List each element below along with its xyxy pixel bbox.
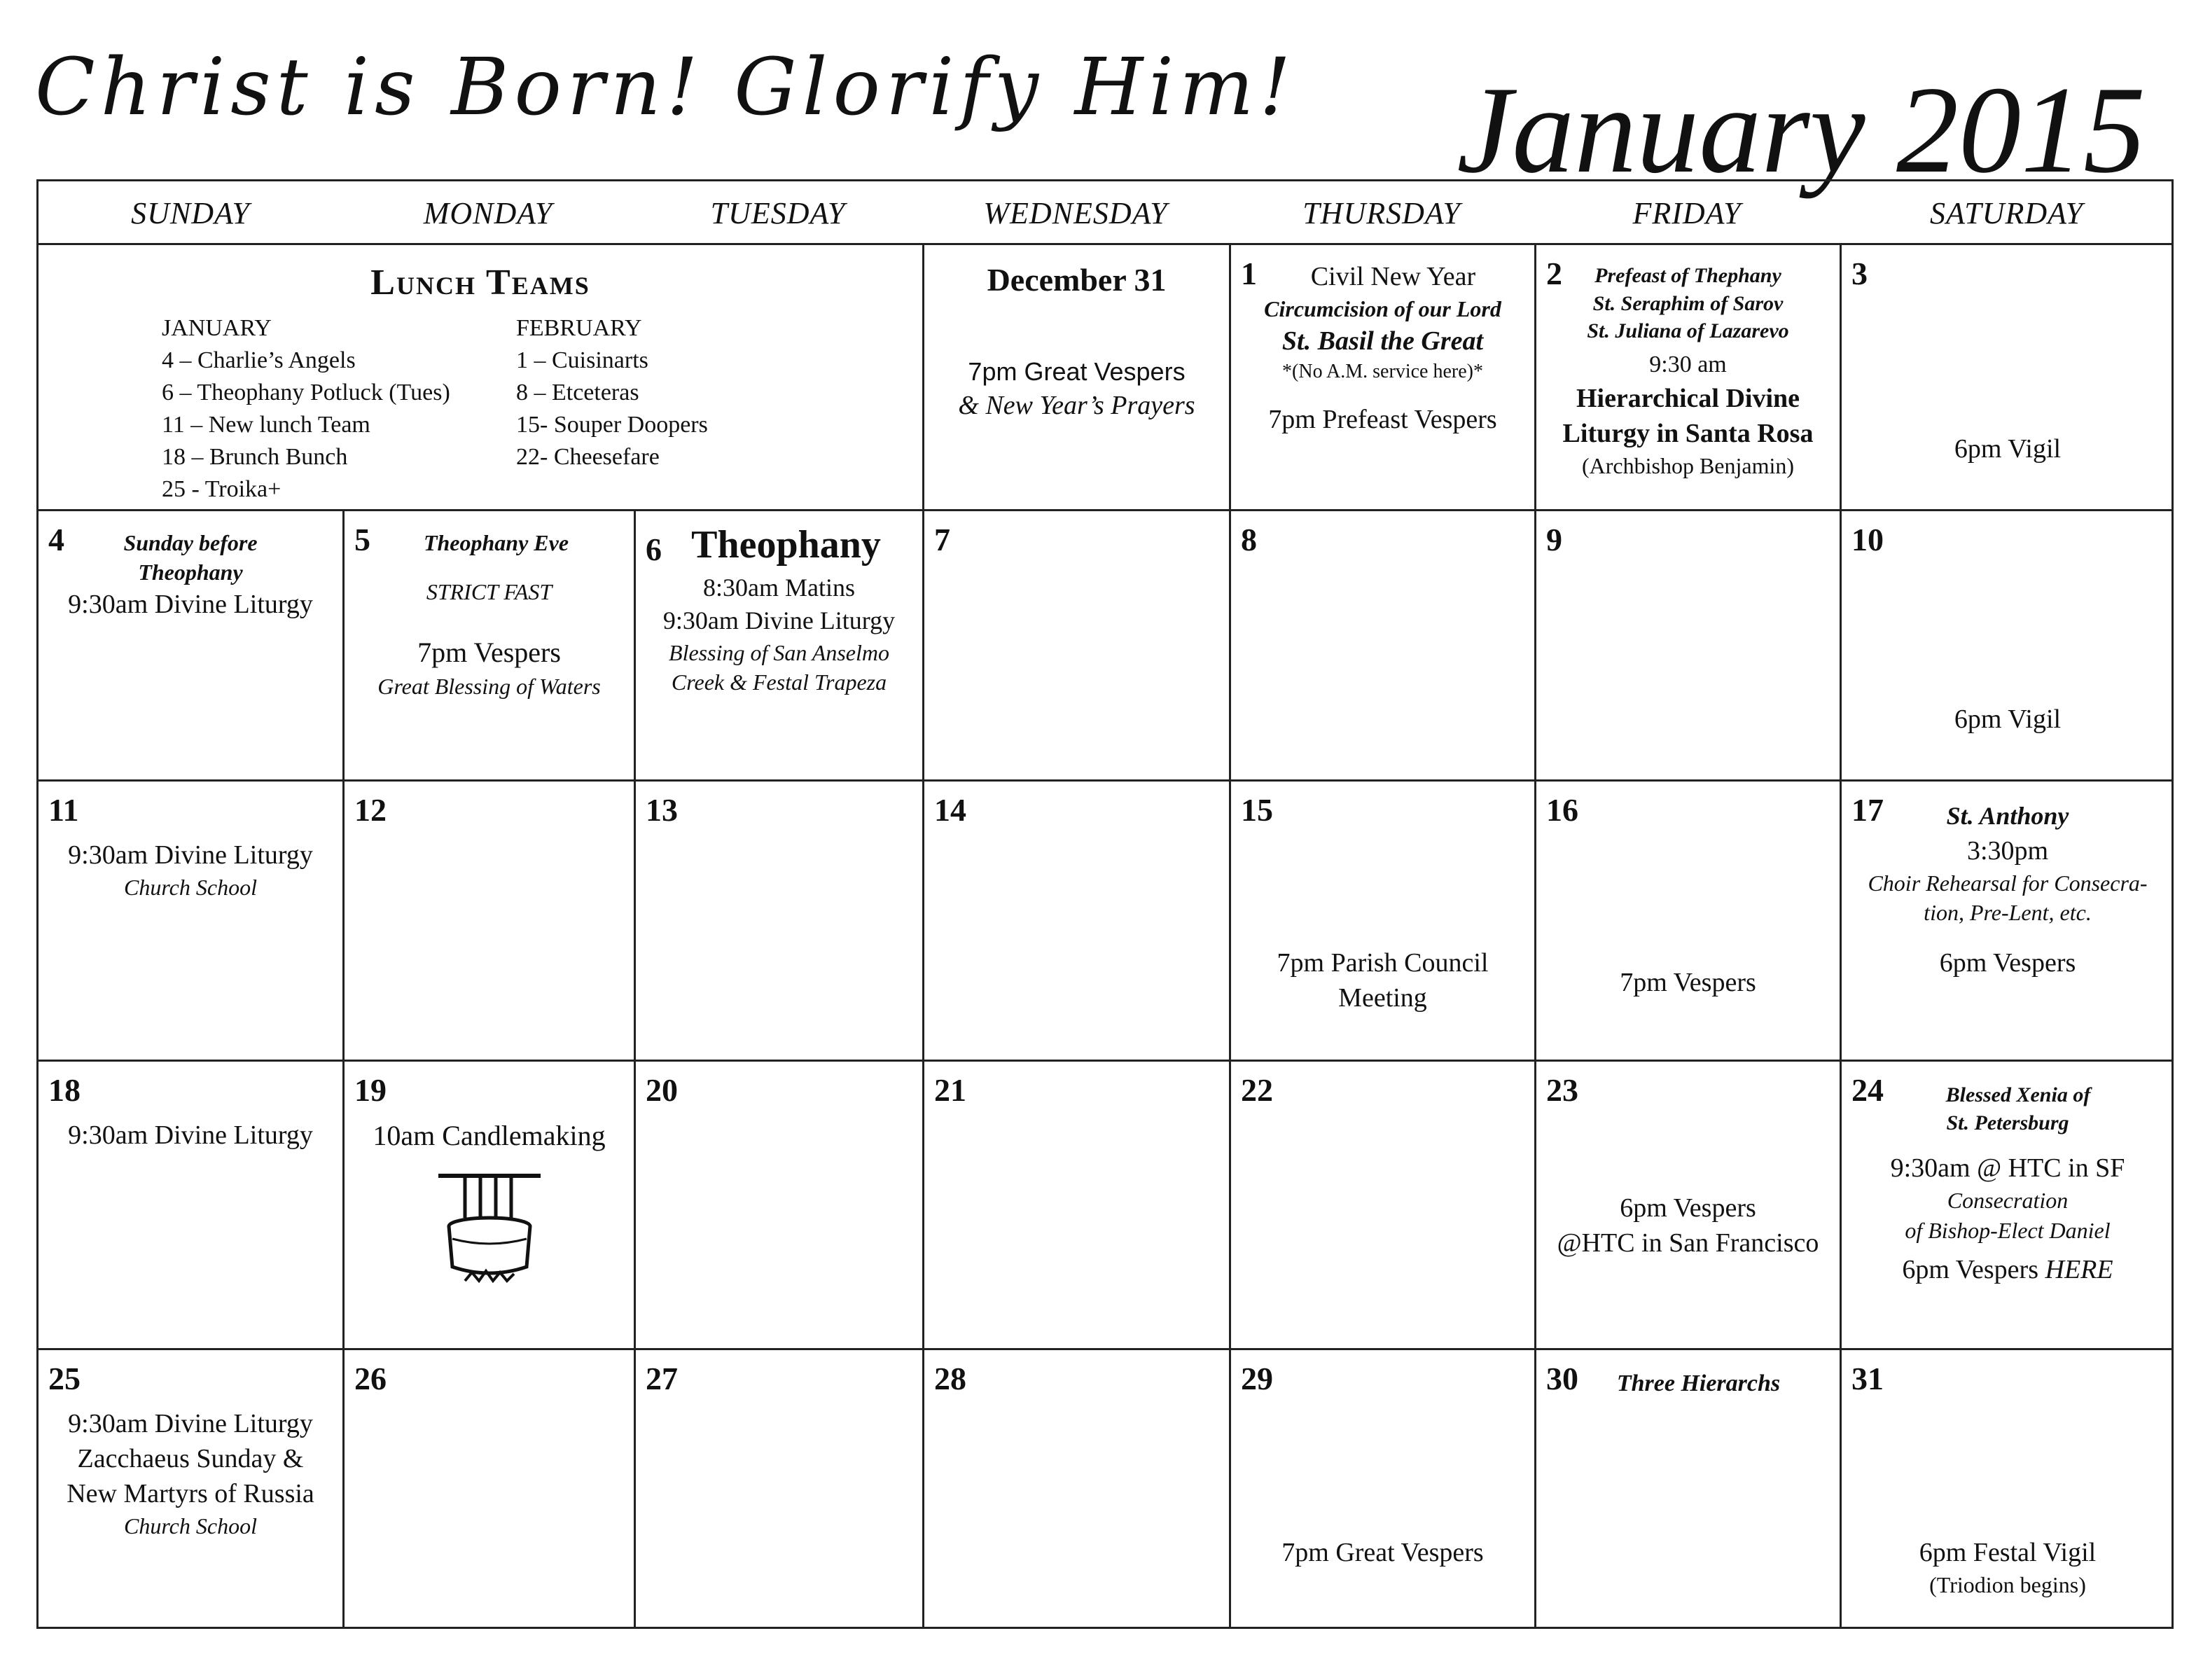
day-number: 16 — [1546, 792, 1578, 828]
day-number: 17 — [1851, 792, 1884, 828]
event-text: HERE — [2045, 1254, 2113, 1284]
event-text: (Triodion begins) — [1929, 1572, 2086, 1598]
day-cell-1 — [1231, 245, 1534, 509]
feast-text: Three Hierarchs — [1616, 1370, 1781, 1396]
day-number: 5 — [354, 522, 370, 557]
event-text: 8:30am Matins — [703, 573, 855, 602]
day-number: 2 — [1546, 256, 1562, 291]
event-text: Civil New Year — [1310, 262, 1476, 291]
day-cell-12 — [345, 782, 634, 1060]
event-text: 7pm Parish Council — [1277, 948, 1489, 978]
event-text: 9:30am Divine Liturgy — [68, 840, 313, 870]
weekday-saturday: SATURDAY — [1929, 195, 2084, 230]
greeting-banner: Christ is Born! Glorify Him! — [35, 42, 1297, 133]
event-text: 7pm Vespers — [417, 637, 561, 669]
list-item: 11 – New lunch Team — [162, 412, 370, 438]
feast-text: St. Anthony — [1946, 802, 2069, 830]
weekday-wednesday: WEDNESDAY — [983, 195, 1168, 230]
event-text: tion, Pre-Lent, etc. — [1924, 899, 2092, 925]
day-cell-29 — [1231, 1350, 1534, 1629]
calendar-grid — [36, 179, 2174, 1629]
day-cell-19 — [345, 1062, 634, 1348]
day-cell-28 — [924, 1350, 1229, 1629]
event-text: 9:30am @ HTC in SF — [1890, 1153, 2125, 1183]
weekday-friday: FRIDAY — [1632, 195, 1742, 230]
event-text: Great Blessing of Waters — [377, 674, 601, 700]
feast-text: St. Seraphim of Sarov — [1592, 291, 1784, 315]
day-number: 20 — [646, 1072, 678, 1108]
day-number: 14 — [934, 792, 966, 828]
list-item: 6 – Theophany Potluck (Tues) — [162, 380, 450, 405]
day-number: 10 — [1851, 522, 1884, 557]
day-number: 15 — [1241, 792, 1273, 828]
day-cell-31 — [1842, 1350, 2174, 1629]
event-text: 6pm Vespers — [1939, 948, 2076, 978]
day-cell-5 — [345, 511, 634, 779]
feast-text: St. Basil the Great — [1281, 326, 1484, 356]
feast-text: Theophany — [138, 560, 243, 585]
day-cell-16 — [1536, 782, 1840, 1060]
feast-text: St. Juliana of Lazarevo — [1587, 319, 1789, 343]
feast-text: Blessed Xenia of — [1945, 1083, 2091, 1106]
event-text: Choir Rehearsal for Consecra- — [1868, 870, 2148, 896]
day-number: 7 — [934, 522, 950, 557]
day-cell-27 — [636, 1350, 922, 1629]
event-text: Church School — [124, 875, 257, 901]
weekday-monday: MONDAY — [423, 195, 553, 230]
day-cell-22 — [1231, 1062, 1534, 1348]
day-number: 21 — [934, 1072, 966, 1108]
day-number: 25 — [48, 1361, 81, 1396]
day-number: 27 — [646, 1361, 678, 1396]
event-text: 7pm Great Vespers — [1281, 1538, 1484, 1567]
event-text: 6pm Vespers — [1902, 1254, 2038, 1284]
feast-text: St. Petersburg — [1946, 1111, 2069, 1134]
event-text: Church School — [124, 1513, 257, 1539]
event-text: Blessing of San Anselmo — [669, 639, 889, 665]
feast-text: Theophany Eve — [423, 530, 569, 555]
list-item: 15- Souper Doopers — [516, 412, 708, 438]
event-text: of Bishop-Elect Daniel — [1905, 1217, 2111, 1243]
day-number: 31 — [1851, 1361, 1884, 1396]
day-number: 26 — [354, 1361, 387, 1396]
day-number: 28 — [934, 1361, 966, 1396]
day-number: 1 — [1241, 256, 1257, 291]
day-number: 30 — [1546, 1361, 1578, 1396]
day-number: 3 — [1851, 256, 1868, 291]
day-number: 18 — [48, 1072, 81, 1108]
day-number: 19 — [354, 1072, 387, 1108]
event-text: 9:30am Divine Liturgy — [662, 606, 896, 635]
month-title: January 2015 — [1452, 67, 2150, 192]
candlemaking-pot-icon — [437, 1169, 542, 1288]
weekday-thursday: THURSDAY — [1302, 195, 1461, 230]
list-item: 18 – Brunch Bunch — [162, 444, 348, 470]
list-item: 4 – Charlie’s Angels — [162, 347, 356, 373]
event-text: Consecration — [1947, 1188, 2069, 1214]
day-number: 24 — [1851, 1072, 1884, 1108]
event-text: 6pm Festal Vigil — [1919, 1538, 2097, 1567]
day-number: 4 — [48, 522, 64, 557]
day-cell-4 — [39, 511, 342, 779]
day-cell-18 — [39, 1062, 342, 1348]
day-cell-9 — [1536, 511, 1840, 779]
day-cell-15 — [1231, 782, 1534, 1060]
event-text: 3:30pm — [1966, 835, 2049, 866]
day-number: 29 — [1241, 1361, 1273, 1396]
weekday-tuesday: TUESDAY — [710, 195, 846, 230]
event-text: 7pm Vespers — [1620, 968, 1756, 997]
event-text: 9:30am Divine Liturgy — [68, 1409, 313, 1438]
event-text: (Archbishop Benjamin) — [1581, 452, 1795, 478]
event-text: Liturgy in Santa Rosa — [1562, 418, 1814, 448]
day-cell-30 — [1536, 1350, 1840, 1629]
day-number: 22 — [1241, 1072, 1273, 1108]
event-text: 6pm Vigil — [1954, 704, 2062, 734]
day-cell-10 — [1842, 511, 2174, 779]
day-cell-7 — [924, 511, 1229, 779]
lunch-february-list — [516, 312, 708, 473]
event-text: @HTC in San Francisco — [1557, 1228, 1819, 1258]
day-cell-23 — [1536, 1062, 1840, 1348]
feast-text: Prefeast of Thephany — [1594, 264, 1781, 287]
day-number: 11 — [48, 792, 79, 828]
event-text: Meeting — [1338, 983, 1427, 1013]
day-cell-20 — [636, 1062, 922, 1348]
event-text: Creek & Festal Trapeza — [671, 669, 887, 695]
feast-text: Circumcision of our Lord — [1264, 296, 1501, 322]
event-text: *(No A.M. service here)* — [1282, 360, 1483, 382]
event-text: 7pm Great Vespers — [968, 356, 1186, 386]
day-cell-11 — [39, 782, 342, 1060]
day-cell-26 — [345, 1350, 634, 1629]
event-text: 9:30am Divine Liturgy — [68, 1120, 313, 1150]
list-item: 8 – Etceteras — [516, 380, 639, 405]
day-number: 8 — [1241, 522, 1257, 557]
lunch-january-list — [162, 312, 450, 506]
day-cell-3 — [1842, 245, 2174, 509]
lunch-month-label: FEBRUARY — [516, 315, 642, 341]
day-cell-13 — [636, 782, 922, 1060]
event-text: STRICT FAST — [426, 579, 553, 605]
event-text: & New Year’s Prayers — [958, 391, 1195, 421]
day-cell-14 — [924, 782, 1229, 1060]
day-cell-17 — [1842, 782, 2174, 1060]
day-number: 12 — [354, 792, 387, 828]
list-item: 22- Cheesefare — [516, 444, 660, 470]
event-text: 7pm Prefeast Vespers — [1268, 404, 1497, 434]
list-item: 1 – Cuisinarts — [516, 347, 648, 373]
event-text: New Martyrs of Russia — [67, 1479, 314, 1509]
lunch-teams-title: Lunch Teams — [370, 263, 590, 303]
day-cell-dec31 — [924, 245, 1229, 509]
day-number: 13 — [646, 792, 678, 828]
weekday-sunday: SUNDAY — [131, 195, 250, 230]
event-text: 10am Candlemaking — [373, 1120, 606, 1151]
feast-text: Sunday before — [123, 530, 258, 555]
feast-title: Theophany — [691, 523, 881, 567]
day-cell-24 — [1842, 1062, 2174, 1348]
day-cell-2 — [1536, 245, 1840, 509]
event-text: Hierarchical Divine — [1576, 383, 1800, 413]
list-item: 25 - Troika+ — [162, 476, 282, 502]
day-cell-6 — [636, 511, 922, 779]
day-cell-25 — [39, 1350, 342, 1629]
event-text: 6pm Vespers — [1620, 1193, 1756, 1223]
lunch-teams-box — [39, 245, 922, 509]
event-text: 9:30am Divine Liturgy — [68, 590, 313, 620]
event-text: 9:30 am — [1649, 351, 1727, 377]
day-title: December 31 — [987, 262, 1167, 298]
event-text: 6pm Vigil — [1954, 434, 2062, 464]
day-number: 23 — [1546, 1072, 1578, 1108]
day-number: 6 — [646, 532, 662, 567]
lunch-month-label: JANUARY — [162, 315, 272, 341]
event-text: Zacchaeus Sunday & — [77, 1444, 304, 1474]
day-cell-8 — [1231, 511, 1534, 779]
day-number: 9 — [1546, 522, 1562, 557]
day-cell-21 — [924, 1062, 1229, 1348]
